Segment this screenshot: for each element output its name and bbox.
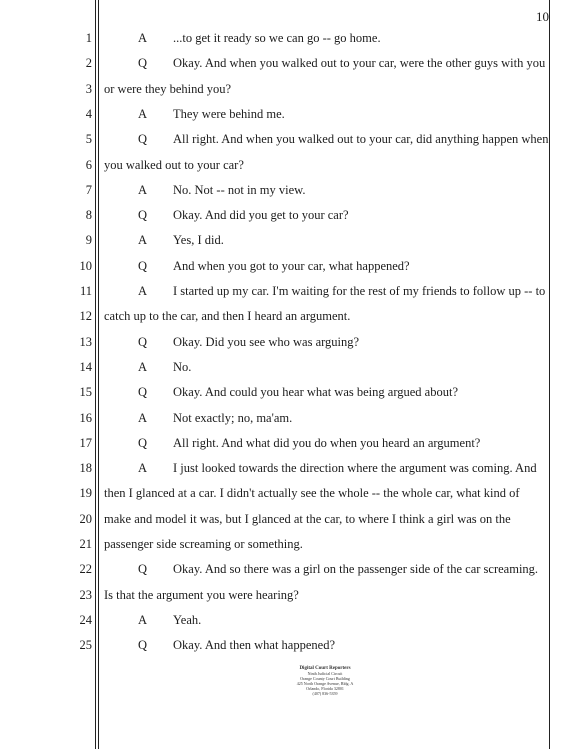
footer-line: Ninth Judicial Circuit (307, 671, 343, 676)
footer-company: Digital Court Reporters (299, 666, 351, 671)
testimony-text: All right. And what did you do when you heard an argument? (173, 435, 481, 450)
line-number: 19 (79, 486, 92, 501)
testimony-text: Not exactly; no, ma'am. (173, 410, 293, 425)
line-number: 18 (79, 461, 92, 476)
testimony-text: Okay. Did you see who was arguing? (173, 334, 360, 349)
speaker-label: A (138, 461, 148, 476)
line-number: 22 (79, 562, 92, 577)
speaker-label: Q (138, 258, 148, 273)
speaker-label: A (138, 182, 148, 197)
line-number: 7 (85, 182, 92, 197)
testimony-text: Yeah. (173, 612, 202, 627)
testimony-text: catch up to the car, and then I heard an argument. (104, 309, 351, 324)
speaker-label: Q (138, 638, 148, 653)
left-margin-rule-inner (98, 0, 99, 749)
testimony-text: then I glanced at a car. I didn't actually see the whole -- the whole car, what kind of (104, 486, 520, 501)
line-number: 17 (79, 435, 92, 450)
testimony-text: Okay. And then what happened? (173, 638, 335, 653)
line-number: 5 (85, 132, 92, 147)
testimony-text: They were behind me. (173, 106, 285, 121)
testimony-text: Okay. And could you hear what was being argued about? (173, 385, 458, 400)
footer-line: Orange County Court Building (300, 676, 350, 681)
line-number: 4 (85, 106, 92, 121)
line-number: 25 (79, 638, 92, 653)
line-number: 15 (79, 385, 92, 400)
testimony-text: passenger side screaming or something. (104, 537, 303, 551)
testimony-text: Okay. And when you walked out to your car, were the other guys with you (173, 56, 546, 71)
line-number: 12 (79, 309, 92, 324)
line-number: 8 (85, 208, 92, 223)
testimony-text: make and model it was, but I glanced at the car, to where I think a girl was on the (104, 511, 511, 526)
line-number: 6 (85, 157, 92, 172)
testimony-text: you walked out to your car? (104, 157, 244, 172)
line-number: 23 (79, 587, 92, 602)
right-margin-rule (549, 0, 550, 749)
speaker-label: Q (138, 208, 148, 223)
line-number: 20 (79, 511, 92, 526)
testimony-text: Yes, I did. (173, 233, 224, 248)
line-number: 9 (85, 233, 92, 248)
speaker-label: Q (138, 385, 148, 400)
testimony-text: I just looked towards the direction where the argument was coming. And (173, 461, 537, 476)
line-number: 14 (79, 359, 92, 374)
line-number: 1 (85, 31, 92, 45)
line-number: 24 (79, 612, 92, 627)
footer-line: Orlando, Florida 32801 (306, 686, 344, 691)
line-number: 3 (85, 81, 92, 96)
speaker-label: Q (138, 56, 148, 71)
testimony-text: or were they behind you? (104, 81, 232, 96)
testimony-text: ...to get it ready so we can go -- go home. (173, 31, 381, 45)
testimony-text: I started up my car. I'm waiting for the rest of my friends to follow up -- to (173, 284, 546, 298)
page-number: 10 (536, 9, 549, 24)
line-number: 21 (79, 537, 92, 551)
speaker-label: Q (138, 562, 148, 577)
testimony-text: No. Not -- not in my view. (173, 182, 306, 197)
left-margin-rule-outer (95, 0, 96, 749)
speaker-label: Q (138, 132, 148, 147)
speaker-label: A (138, 106, 148, 121)
speaker-label: A (138, 612, 148, 627)
line-number: 13 (79, 334, 92, 349)
testimony-text: All right. And when you walked out to your car, did anything happen when (173, 132, 549, 147)
reporter-footer (250, 666, 400, 696)
speaker-label: A (138, 410, 148, 425)
speaker-label: A (138, 233, 148, 248)
line-number: 2 (85, 56, 92, 71)
speaker-label: A (138, 284, 148, 298)
testimony-text: And when you got to your car, what happened? (173, 258, 410, 273)
line-number: 10 (79, 258, 92, 273)
speaker-label: A (138, 31, 148, 45)
testimony-text: Okay. And so there was a girl on the passenger side of the car screaming. (173, 562, 539, 577)
speaker-label: Q (138, 334, 148, 349)
line-number: 16 (79, 410, 92, 425)
speaker-label: A (138, 359, 148, 374)
testimony-text: Is that the argument you were hearing? (104, 587, 299, 602)
line-number: 11 (79, 284, 92, 298)
speaker-label: Q (138, 435, 148, 450)
testimony-text: Okay. And did you get to your car? (173, 208, 349, 223)
testimony-text: No. (173, 359, 192, 374)
footer-line: 425 North Orange Avenue, Bldg. A (296, 681, 354, 686)
footer-line: (407) 836-5359 (312, 691, 338, 696)
